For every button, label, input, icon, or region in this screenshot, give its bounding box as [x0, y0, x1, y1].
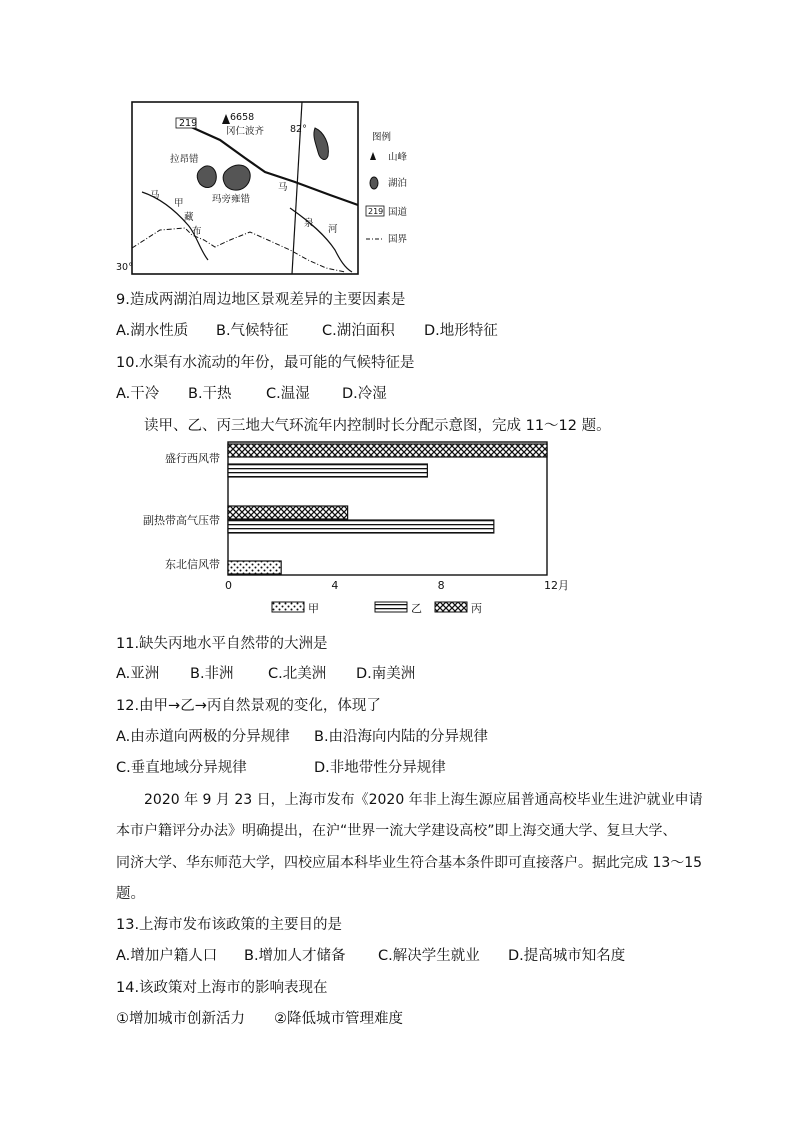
peak-height: 6658: [230, 112, 255, 123]
legend-swatch-丙: [435, 602, 467, 612]
longitude-label: 82°: [290, 124, 307, 135]
q11-option-d: D.南美洲: [356, 666, 416, 682]
passage-line-4: 题。: [116, 886, 145, 902]
river-right-char-1: 马: [278, 182, 288, 193]
q11-option-a: A.亚洲: [116, 666, 160, 682]
intro-11-12: 读甲、乙、丙三地大气环流年内控制时长分配示意图，完成 11～12 题。: [144, 418, 611, 434]
river-left-char-2: 甲: [174, 198, 184, 209]
plateau-map: [116, 100, 366, 278]
bar-甲-2: [228, 561, 281, 574]
q9-option-d: D.地形特征: [424, 323, 498, 339]
legend-title: 图例: [372, 132, 392, 143]
bar-乙-1: [228, 520, 494, 533]
q12-option-a: A.由赤道向两极的分异规律: [116, 729, 290, 745]
question-12: 12.由甲→乙→丙自然景观的变化，体现了: [116, 698, 381, 714]
peak-icon: [222, 114, 230, 124]
legend-label-乙: 乙: [411, 602, 422, 615]
legend-road-number: 219: [368, 207, 384, 216]
q13-option-c: C.解决学生就业: [378, 948, 480, 964]
question-9: 9.造成两湖泊周边地区景观差异的主要因素是: [116, 292, 406, 308]
national-road: [180, 122, 358, 205]
river-right-char-2: 泉: [304, 218, 314, 229]
category-label-2: 东北信风带: [165, 558, 220, 571]
bar-丙-0: [228, 444, 547, 457]
map-legend: [366, 128, 436, 248]
legend-lake-label: 湖泊: [388, 178, 408, 189]
passage-line-2: 本市户籍评分办法》明确提出，在沪“世界一流大学建设高校”即上海交通大学、复旦大学、: [116, 823, 677, 839]
lake-east: [314, 128, 328, 159]
border-line: [132, 228, 345, 272]
x-tick-3: 12月: [544, 579, 569, 592]
legend-swatch-甲: [272, 602, 304, 612]
q12-option-d: D.非地带性分异规律: [314, 760, 446, 776]
legend-peak-icon: [370, 152, 376, 160]
q13-option-a: A.增加户籍人口: [116, 948, 218, 964]
q10-option-b: B.干热: [188, 386, 232, 402]
q13-option-b: B.增加人才储备: [244, 948, 346, 964]
category-label-1: 副热带高气压带: [143, 514, 220, 527]
q10-option-d: D.冷湿: [342, 386, 387, 402]
bar-丙-1: [228, 506, 348, 519]
q11-option-c: C.北美洲: [268, 666, 327, 682]
x-tick-0: 0: [225, 579, 232, 592]
q13-option-d: D.提高城市知名度: [508, 948, 626, 964]
q14-statement-1: ①增加城市创新活力: [116, 1011, 245, 1027]
question-13: 13.上海市发布该政策的主要目的是: [116, 917, 343, 933]
q9-option-a: A.湖水性质: [116, 323, 189, 339]
category-label-0: 盛行西风带: [165, 452, 220, 465]
legend-border-label: 国界: [388, 234, 408, 245]
peak-name: 冈仁波齐: [226, 126, 265, 137]
river-left-char-1: 马: [150, 190, 160, 201]
lake-laangcuo: [197, 166, 216, 188]
question-11: 11.缺失丙地水平自然带的大洲是: [116, 636, 328, 652]
lake1-label: 拉昂错: [170, 154, 199, 165]
legend-label-甲: 甲: [308, 602, 319, 615]
q10-option-a: A.干冷: [116, 386, 160, 402]
lake-mapangyongcuo: [223, 165, 250, 190]
q12-option-b: B.由沿海向内陆的分异规律: [314, 729, 489, 745]
x-tick-2: 8: [437, 579, 445, 592]
river-right: [290, 208, 352, 272]
passage-line-3: 同济大学、华东师范大学，四校应届本科毕业生符合基本条件即可直接落户。据此完成 13～15: [116, 855, 703, 871]
q14-statement-2: ②降低城市管理难度: [274, 1011, 403, 1027]
x-tick-1: 4: [331, 579, 339, 592]
q11-option-b: B.非洲: [190, 666, 234, 682]
latitude-label: 30°: [116, 262, 133, 273]
river-left-char-3: 藏: [184, 212, 194, 223]
q9-option-b: B.气候特征: [216, 323, 289, 339]
q9-option-c: C.湖泊面积: [322, 323, 395, 339]
legend-road-label: 国道: [388, 207, 408, 218]
legend-lake-icon: [370, 177, 378, 189]
passage-line-1: 2020 年 9 月 23 日，上海市发布《2020 年非上海生源应届普通高校毕业生进沪就业申请: [144, 792, 703, 808]
bar-乙-0: [228, 464, 427, 477]
lake2-label: 玛旁雍错: [212, 194, 251, 205]
question-10: 10.水渠有水流动的年份，最可能的气候特征是: [116, 355, 415, 371]
river-left-char-4: 布: [192, 226, 202, 237]
q10-option-c: C.温湿: [266, 386, 310, 402]
circulation-chart: [110, 440, 570, 620]
question-14: 14.该政策对上海市的影响表现在: [116, 980, 328, 996]
river-right-char-3: 河: [328, 224, 338, 235]
legend-label-丙: 丙: [471, 602, 482, 615]
road-number: 219: [179, 118, 198, 129]
legend-swatch-乙: [375, 602, 407, 612]
legend-peak-label: 山峰: [388, 152, 408, 163]
q12-option-c: C.垂直地域分异规律: [116, 760, 247, 776]
